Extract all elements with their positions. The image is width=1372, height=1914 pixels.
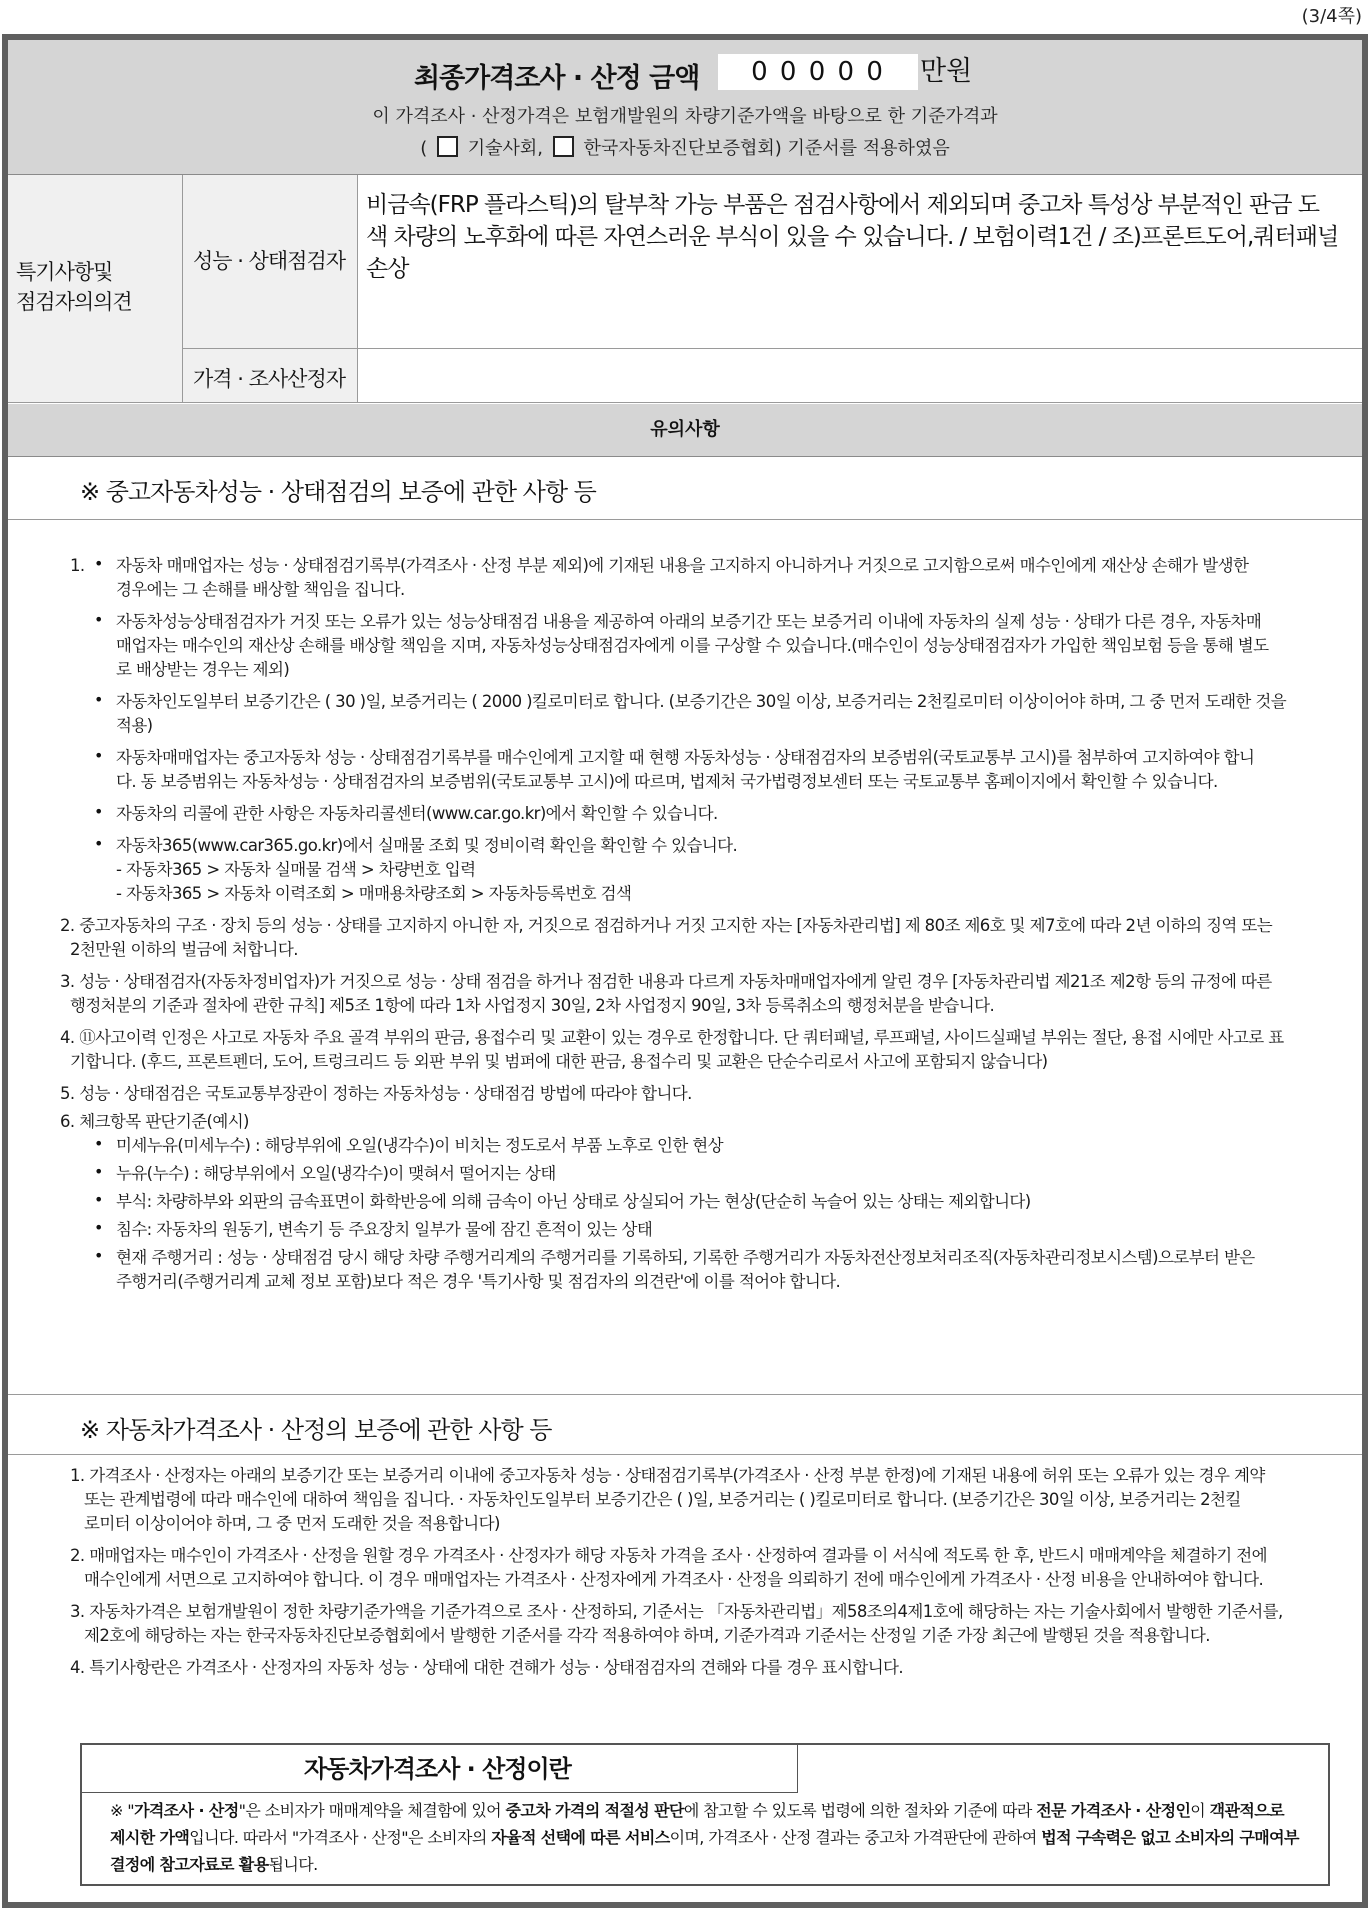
section1-line: 6. 체크항목 판단기준(예시) <box>60 1112 249 1131</box>
section1-line: 2. 중고자동차의 구조 · 장치 등의 성능 · 상태를 고지하지 아니한 자, 거짓으로 점검하거나 거짓 고지한 자는 [자동차관리법] 제 80조 제6호 및 제7호에 따라 2년 이하의 징역 또는 <box>60 916 1273 935</box>
section2-line: 제2호에 해당하는 자는 한국자동차진단보증협회에서 발행한 기준서를 각각 적용하여야 하며, 기준가격과 기준서는 산정일 기준 가장 최근에 발행된 것을 적용합니다. <box>84 1626 1210 1645</box>
section1-divider <box>8 519 1362 520</box>
definition-text <box>110 1797 1310 1878</box>
definition-emphasis: 법적 구속력은 없고 소비자의 구매여부 <box>1041 1828 1299 1847</box>
section1-line: 다. 동 보증범위는 자동차성능 · 상태점검자의 보증범위(국토교통부 고시)에 따르며, 법제처 국가법령정보센터 또는 국토교통부 홈페이지에서 확인할 수 있습니다. <box>116 772 1218 791</box>
section1-line: 로 배상받는 경우는 제외) <box>116 660 290 679</box>
bullet-icon: • <box>94 1190 104 1209</box>
section1-line: - 자동차365 > 자동차 이력조회 > 매매용차량조회 > 자동차등록번호 검색 <box>116 884 632 903</box>
inspector-opinion-line-1: 비금속(FRP 플라스틱)의 탈부착 가능 부품은 점검사항에서 제외되며 중고차 특성상 부분적인 판금 도 <box>366 192 1319 218</box>
opinion-label-line-2: 점검자의의견 <box>16 290 132 314</box>
definition-segment: "은 소비자가 매매계약을 체결함에 있어 <box>238 1801 506 1820</box>
definition-segment: 입니다. 따라서 "가격조사 · 산정"은 소비자의 <box>189 1828 492 1847</box>
definition-box <box>80 1743 1330 1886</box>
section2-line: 3. 자동차가격은 보험개발원이 정한 차량기준가액을 기준가격으로 조사 · 산정하되, 기준서는 「자동차관리법」제58조의4제1호에 해당하는 자는 기술사회에서 발행한 기준서를, <box>70 1602 1283 1621</box>
section2-line: 4. 특기사항란은 가격조사 · 산정자의 자동차 성능 · 상태에 대한 견해가 성능 · 상태점검자의 견해와 다를 경우 표시합니다. <box>70 1658 904 1677</box>
bullet-icon: • <box>94 1134 104 1153</box>
section2-line: 1. 가격조사 · 산정자는 아래의 보증기간 또는 보증거리 이내에 중고자동차 성능 · 상태점검기록부(가격조사 · 산정 부분 한정)에 기재된 내용에 허위 또는 오류가 있는 경우 계약 <box>70 1466 1265 1485</box>
price-basis-line: 이 가격조사 · 산정가격은 보험개발원의 차량기준가액을 바탕으로 한 기준가격과 <box>372 106 998 127</box>
section2-line: 로미터 이상이어야 하며, 그 중 먼저 도래한 것을 적용합니다) <box>84 1514 500 1533</box>
bullet-icon: • <box>94 610 104 629</box>
section1-line: 매업자는 매수인의 재산상 손해를 배상할 책임을 지며, 자동차성능상태점검자에게 이를 구상할 수 있습니다.(매수인이 성능상태점검자가 가입한 책임보험 등을 통해 별도 <box>116 636 1269 655</box>
section1-line: 기합니다. (후드, 프론트펜더, 도어, 트렁크리드 등 외판 부위 및 범퍼에 대한 판금, 용접수리 및 교환은 단순수리로서 사고에 포함되지 않습니다) <box>70 1052 1048 1071</box>
checkbox-diagnosis-association[interactable] <box>553 136 574 157</box>
section1-item-number: 1. <box>70 556 85 575</box>
final-price-header <box>8 40 1362 175</box>
section1-line: 행정처분의 기준과 절차에 관한 규칙] 제5조 1항에 따라 1차 사업정지 30일, 2차 사업정지 90일, 3차 등록취소의 행정처분을 받습니다. <box>70 996 995 1015</box>
definition-segment: 에 참고할 수 있도록 법령에 의한 절차와 기준에 따라 <box>683 1801 1037 1820</box>
section1-line: 경우에는 그 손해를 배상할 책임을 집니다. <box>116 580 405 599</box>
inspector-opinion-line-3: 손상 <box>366 256 409 282</box>
definition-emphasis: 자율적 선택에 따른 서비스 <box>491 1828 670 1847</box>
final-price-title: 최종가격조사 · 산정 금액 <box>414 63 700 94</box>
definition-title: 자동차가격조사 · 산정이란 <box>82 1745 798 1793</box>
section1-line: 누유(누수) : 해당부위에서 오일(냉각수)이 맺혀서 떨어지는 상태 <box>116 1164 556 1183</box>
section1-line: - 자동차365 > 자동차 실매물 검색 > 차량번호 입력 <box>116 860 476 879</box>
section1-end-divider <box>8 1394 1362 1395</box>
final-price-amount: 0 0 0 0 0 <box>718 54 918 90</box>
bullet-icon: • <box>94 1162 104 1181</box>
notes-header: 유의사항 <box>8 404 1362 457</box>
section2-line: 2. 매매업자는 매수인이 가격조사 · 산정을 원할 경우 가격조사 · 산정자가 해당 자동차 가격을 조사 · 산정하여 결과를 이 서식에 적도록 한 후, 반드시 매매계약을 체결하기 전에 <box>70 1546 1267 1565</box>
form-frame <box>2 34 1368 1908</box>
opinion-label-line-1: 특기사항및 <box>16 260 113 284</box>
option-engineering-society: 기술사회, <box>467 138 544 159</box>
definition-segment: 이 <box>1190 1801 1210 1820</box>
page-number: (3/4쪽) <box>1301 6 1362 27</box>
definition-segment: 이며, 가격조사 · 산정 결과는 중고차 가격판단에 관하여 <box>669 1828 1042 1847</box>
inspector-opinion-cell <box>358 175 1362 349</box>
section1-line: 5. 성능 · 상태점검은 국토교통부장관이 정하는 자동차성능 · 상태점검 방법에 따라야 합니다. <box>60 1084 692 1103</box>
inspector-opinion-line-2: 색 차량의 노후화에 따른 자연스러운 부식이 있을 수 있습니다. / 보험이력1건 / 조)프론트도어,쿼터패널 <box>366 224 1339 250</box>
bullet-icon: • <box>94 1218 104 1237</box>
section2-line: 매수인에게 서면으로 고지하여야 합니다. 이 경우 매매업자는 가격조사 · 산정자에게 가격조사 · 산정을 의뢰하기 전에 매수인에게 가격조사 · 산정 비용을 안내하여야 합니다. <box>84 1570 1264 1589</box>
section2-title: ※ 자동차가격조사 · 산정의 보증에 관한 사항 등 <box>80 1416 552 1444</box>
definition-emphasis: 제시한 가액 <box>110 1828 190 1847</box>
definition-emphasis: 중고차 가격의 적절성 판단 <box>505 1801 684 1820</box>
definition-segment: 됩니다. <box>268 1855 318 1874</box>
section1-line: 부식: 차량하부와 외판의 금속표면이 화학반응에 의해 금속이 아닌 상태로 상실되어 가는 현상(단순히 녹슬어 있는 상태는 제외합니다) <box>116 1192 1031 1211</box>
section2-divider <box>8 1454 1362 1455</box>
price-assessor-opinion <box>358 349 1362 363</box>
price-assessor-opinion-cell <box>358 349 1362 403</box>
definition-emphasis: 전문 가격조사 · 산정인 <box>1036 1801 1191 1820</box>
section1-line: 미세누유(미세누수) : 해당부위에 오일(냉각수)이 비치는 정도로서 부품 노후로 인한 현상 <box>116 1136 723 1155</box>
bullet-icon: • <box>94 834 104 853</box>
section1-line: 4. ⑪사고이력 인정은 사고로 자동차 주요 골격 부위의 판금, 용접수리 및 교환이 있는 경우로 한정합니다. 단 쿼터패널, 루프패널, 사이드실패널 부위는 절단, 용접 시에만 사고로 표 <box>60 1028 1284 1047</box>
bullet-icon: • <box>94 690 104 709</box>
definition-emphasis: 결정에 참고자료로 활용 <box>110 1855 269 1874</box>
standard-line <box>8 134 1362 160</box>
section1-line: 자동차성능상태점검자가 거짓 또는 오류가 있는 성능상태점검 내용을 제공하여 아래의 보증기간 또는 보증거리 이내에 자동차의 실제 성능 · 상태가 다른 경우, 자동차매 <box>116 612 1262 631</box>
section1-line: 자동차의 리콜에 관한 사항은 자동차리콜센터(www.car.go.kr)에서 확인할 수 있습니다. <box>116 804 718 823</box>
opinion-table <box>8 175 1362 403</box>
section1-line: 자동차365(www.car365.go.kr)에서 실매물 조회 및 정비이력 확인을 확인할 수 있습니다. <box>116 836 738 855</box>
section1-line: 2천만원 이하의 벌금에 처합니다. <box>70 940 298 959</box>
bullet-icon: • <box>94 1246 104 1265</box>
section1-line: 침수: 자동차의 원동기, 변속기 등 주요장치 일부가 물에 잠긴 흔적이 있는 상태 <box>116 1220 653 1239</box>
definition-segment: ※ " <box>110 1801 135 1820</box>
section1-line: 주행거리(주행거리계 교체 정보 포함)보다 적은 경우 '특기사항 및 점검자의 의견란'에 이를 적어야 합니다. <box>116 1272 841 1291</box>
final-price-unit: 만원 <box>920 56 973 87</box>
definition-emphasis: 가격조사 · 산정 <box>134 1801 239 1820</box>
inspector-label: 성능 · 상태점검자 <box>193 249 346 273</box>
section1-line: 자동차인도일부터 보증기간은 ( 30 )일, 보증거리는 ( 2000 )킬로미터로 합니다. (보증기간은 30일 이상, 보증거리는 2천킬로미터 이상이어야 하며, 그 중 먼저 도래한 것을 <box>116 692 1287 711</box>
price-assessor-label: 가격 · 조사산정자 <box>193 367 346 391</box>
inspector-label-cell <box>183 175 358 349</box>
option-diagnosis-association: 한국자동차진단보증협회) 기준서를 적용하였음 <box>583 138 950 159</box>
section1-line: 자동차매매업자는 중고자동차 성능 · 상태점검기록부를 매수인에게 고지할 때 현행 자동차성능 · 상태점검자의 보증범위(국토교통부 고시)를 첨부하여 고지하여야 합니 <box>116 748 1255 767</box>
price-assessor-label-cell <box>183 349 358 403</box>
bullet-icon: • <box>94 554 104 573</box>
checkbox-engineering-society[interactable] <box>437 136 458 157</box>
section1-title: ※ 중고자동차성능 · 상태점검의 보증에 관한 사항 등 <box>80 478 596 506</box>
opinion-section-label <box>8 175 183 403</box>
bullet-icon: • <box>94 746 104 765</box>
definition-emphasis: 객관적으로 <box>1209 1801 1284 1820</box>
section2-line: 또는 관계법령에 따라 매수인에 대하여 책임을 집니다. · 자동차인도일부터 보증기간은 ( )일, 보증거리는 ( )킬로미터로 합니다. (보증기간은 30일 이상, 보증거리는 2천킬 <box>84 1490 1241 1509</box>
standard-line-open: ( <box>420 138 428 159</box>
bullet-icon: • <box>94 802 104 821</box>
section1-line: 자동차 매매업자는 성능 · 상태점검기록부(가격조사 · 산정 부분 제외)에 기재된 내용을 고지하지 아니하거나 거짓으로 고지함으로써 매수인에게 재산상 손해가 발생한 <box>116 556 1249 575</box>
section1-line: 적용) <box>116 716 153 735</box>
section1-line: 현재 주행거리 : 성능 · 상태점검 당시 해당 차량 주행거리계의 주행거리를 기록하되, 기록한 주행거리가 자동차전산정보처리조직(자동차관리정보시스템)으로부터 받은 <box>116 1248 1255 1267</box>
section1-line: 3. 성능 · 상태점검자(자동차정비업자)가 거짓으로 성능 · 상태 점검을 하거나 점검한 내용과 다르게 자동차매매업자에게 알린 경우 [자동차관리법 제21조 제2항 등의 규정에 따른 <box>60 972 1272 991</box>
